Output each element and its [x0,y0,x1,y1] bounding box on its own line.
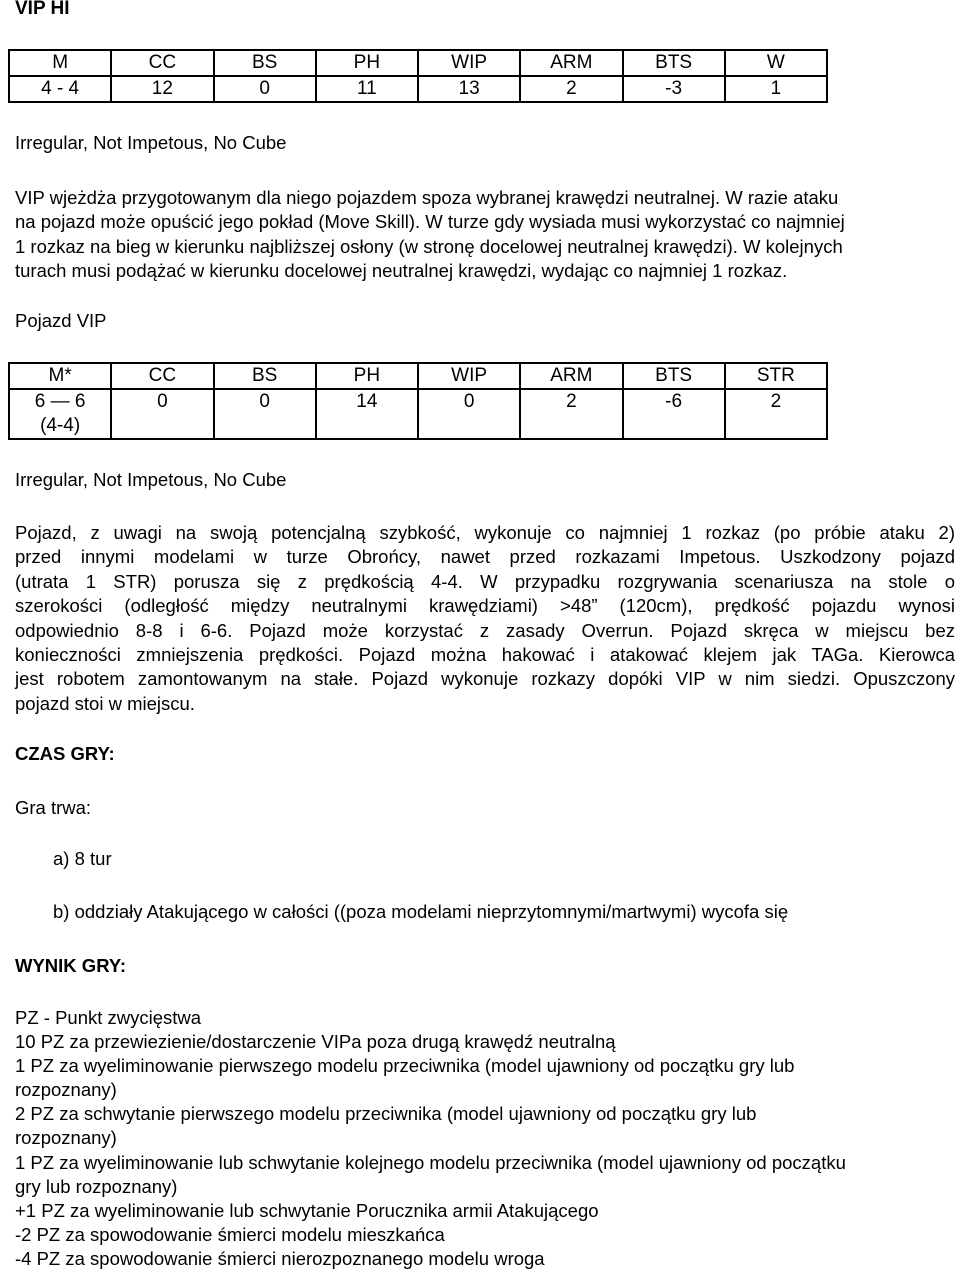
vehicle-desc-line: odpowiednio 8-8 i 6-6. Pojazd może korzystać z zasady Overrun. Pojazd skręca w miejscu bez [15,619,955,641]
vehicle-header-bs: BS [214,363,316,389]
result-line: 2 PZ za schwytanie pierwszego modelu przeciwnika (model ujawniony od początku gry lub [15,1103,757,1125]
vehicle-header-cc: CC [111,363,213,389]
vip-header-cc: CC [111,50,213,76]
time-intro: Gra trwa: [15,797,92,818]
vehicle-value-wip: 0 [418,389,520,439]
vehicle-value-ph: 14 [316,389,418,439]
vehicle-header-ph: PH [316,363,418,389]
result-heading: WYNIK GRY: [15,955,126,976]
result-line: 10 PZ za przewiezienie/dostarczenie VIPa poza drugą krawędź neutralną [15,1031,616,1053]
result-line: +1 PZ za wyeliminowanie lub schwytanie Porucznika armii Atakującego [15,1199,599,1221]
vip-value-arm: 2 [520,76,622,102]
vehicle-header-m: M* [9,363,111,389]
vip-value-bts: -3 [623,76,725,102]
vip-header-bs: BS [214,50,316,76]
vehicle-stat-header-row [9,363,827,389]
vip-desc-line: na pojazd może opuścić jego pokład (Move Skill). W turze gdy wysiada musi wykorzystać co najmniej [15,211,845,233]
vip-stat-value-row [9,76,827,102]
time-heading: CZAS GRY: [15,743,115,764]
page-title: VIP HI [15,0,70,19]
vehicle-traits: Irregular, Not Impetous, No Cube [15,469,287,490]
vip-value-cc: 12 [111,76,213,102]
vehicle-header-wip: WIP [418,363,520,389]
result-line: rozpoznany) [15,1127,117,1149]
time-option-a: a) 8 tur [53,848,112,869]
vehicle-stat-table [8,362,828,440]
vehicle-desc-line: szerokości (odległość między neutralnymi krawędziami) >48” (120cm), prędkość pojazdu wynosi [15,595,955,617]
result-line: gry lub rozpoznany) [15,1175,178,1197]
vehicle-desc-line: (utrata 1 STR) porusza się z prędkością 4-4. W przypadku rozgrywania scenariusza na stole o [15,570,955,592]
vehicle-value-bs: 0 [214,389,316,439]
vip-desc-line: 1 rozkaz na bieg w kierunku najbliższej osłony (w stronę docelowej neutralnej krawędzi). W kolejnych [15,235,843,257]
vehicle-stat-value-row [9,389,827,439]
vehicle-header-arm: ARM [520,363,622,389]
result-line: PZ - Punkt zwycięstwa [15,1007,202,1028]
vip-stat-header-row [9,50,827,76]
result-line: rozpoznany) [15,1079,117,1101]
vip-header-ph: PH [316,50,418,76]
vehicle-description [15,521,955,716]
vehicle-value-m: 6 — 6 (4-4) [9,389,111,439]
result-list [15,1006,846,1271]
vip-value-ph: 11 [316,76,418,102]
vip-header-w: W [725,50,827,76]
vehicle-header-bts: BTS [623,363,725,389]
vehicle-header-str: STR [725,363,827,389]
vehicle-desc-line: przed innymi modelami w turze Obrońcy, nawet przed rozkazami Impetous. Uszkodzony pojazd [15,546,955,568]
vehicle-desc-line: konieczności zmniejszenia prędkości. Pojazd można hakować i atakować klejem jak TAGa. Kierowca [15,644,955,666]
vip-header-m: M [9,50,111,76]
vip-desc-line: turach musi podążać w kierunku docelowej neutralnej krawędzi, wydając co najmniej 1 rozkaz. [15,260,788,282]
vehicle-desc-line: Pojazd, z uwagi na swoją potencjalną szybkość, wykonuje co najmniej 1 rozkaz (po próbie ataku 2) [15,522,955,543]
vip-traits: Irregular, Not Impetous, No Cube [15,132,287,153]
vip-stat-table [8,49,828,103]
vehicle-heading: Pojazd VIP [15,310,107,331]
vip-value-bs: 0 [214,76,316,102]
vehicle-value-str: 2 [725,389,827,439]
vehicle-desc-line: pojazd stoi w miejscu. [15,692,195,714]
time-option-b: b) oddziały Atakującego w całości ((poza modelami nieprzytomnymi/martwymi) wycofa się [53,901,789,922]
vip-value-wip: 13 [418,76,520,102]
result-line: -2 PZ za spowodowanie śmierci modelu mieszkańca [15,1223,445,1245]
result-line: 1 PZ za wyeliminowanie lub schwytanie kolejnego modelu przeciwnika (model ujawniony od początku [15,1151,846,1173]
vehicle-desc-line: jest robotem zamontowanym na stałe. Pojazd wykonuje rozkazy dopóki VIP w nim siedzi. Opuszczony [15,668,955,690]
vehicle-value-arm: 2 [520,389,622,439]
vip-header-bts: BTS [623,50,725,76]
vehicle-value-bts: -6 [623,389,725,439]
result-line: 1 PZ za wyeliminowanie pierwszego modelu przeciwnika (model ujawniony od początku gry lub [15,1055,795,1077]
vip-desc-line: VIP wjeżdża przygotowanym dla niego pojazdem spoza wybranej krawędzi neutralnej. W razie ataku [15,187,839,208]
vehicle-value-cc: 0 [111,389,213,439]
vip-value-w: 1 [725,76,827,102]
vip-value-m: 4 - 4 [9,76,111,102]
vip-header-wip: WIP [418,50,520,76]
vip-description [15,186,845,284]
vip-header-arm: ARM [520,50,622,76]
result-line: -4 PZ za spowodowanie śmierci nierozpoznanego modelu wroga [15,1247,545,1269]
